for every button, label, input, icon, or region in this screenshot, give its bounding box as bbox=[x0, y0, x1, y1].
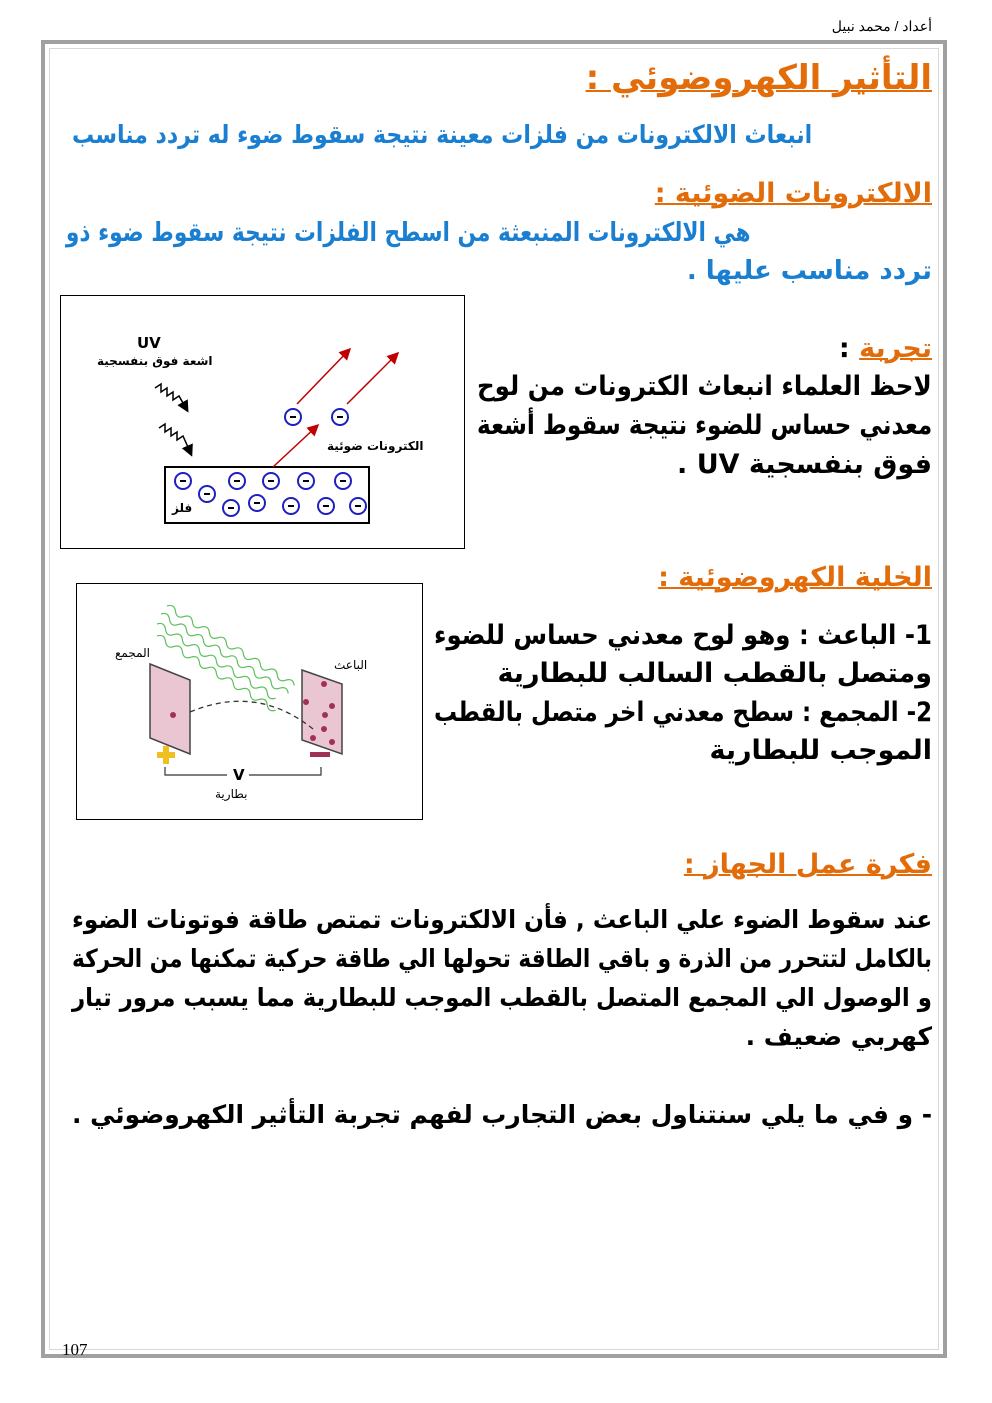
device-heading: فكرة عمل الجهاز : bbox=[683, 849, 932, 880]
voltage-label: V bbox=[233, 766, 245, 784]
experiment-line-3: فوق بنفسجية UV . bbox=[677, 449, 932, 480]
battery-label: بطارية bbox=[215, 787, 248, 801]
uv-ray-icon bbox=[159, 424, 191, 454]
emission-arrow bbox=[273, 426, 317, 467]
experiment-line-1: لاحظ العلماء انبعاث الكترونات من لوح bbox=[477, 371, 932, 402]
photocell-figure bbox=[76, 583, 423, 820]
collector-plate bbox=[150, 664, 190, 754]
metal-label: فلز bbox=[172, 501, 193, 515]
device-line-2: بالكامل لتتحرر من الذرة و باقي الطاقة تحولها الي طاقة حركية تمكنها من الحركة bbox=[71, 944, 932, 973]
experiment-heading bbox=[839, 333, 932, 364]
cell-line-4: الموجب للبطارية bbox=[709, 735, 932, 766]
plus-icon bbox=[157, 746, 175, 764]
photoelectrons-label: الكترونات ضوئية bbox=[327, 439, 424, 453]
emitter-label: الباعث bbox=[334, 658, 368, 672]
photoelectrons-heading: الالكترونات الضوئية : bbox=[654, 178, 932, 209]
electron-path bbox=[190, 701, 313, 729]
experiment-line-2: معدني حساس للضوء نتيجة سقوط أشعة bbox=[476, 410, 932, 441]
emission-arrow bbox=[347, 354, 397, 404]
cell-heading: الخلية الكهروضوئية : bbox=[658, 562, 932, 593]
minus-icon bbox=[310, 752, 330, 757]
electrons bbox=[175, 409, 366, 516]
uv-arabic-label: اشعة فوق بنفسجية bbox=[97, 354, 213, 368]
device-line-3: و الوصول الي المجمع المتصل بالقطب الموجب للبطارية مما يسبب مرور تيار bbox=[72, 983, 932, 1012]
photoelectric-diagram bbox=[61, 296, 464, 548]
device-line-1: عند سقوط الضوء علي الباعث , فأن الالكترونات تمتص طاقة فوتونات الضوء bbox=[71, 905, 932, 934]
collector-label: المجمع bbox=[115, 646, 150, 660]
device-line-4: كهربي ضعيف . bbox=[745, 1022, 932, 1051]
photocell-diagram bbox=[77, 584, 422, 819]
uv-label: UV bbox=[137, 334, 161, 352]
definition-text: انبعاث الالكترونات من فلزات معينة نتيجة سقوط ضوء له تردد مناسب bbox=[71, 120, 812, 149]
photoelectrons-line-2: تردد مناسب عليها . bbox=[686, 256, 932, 286]
author-credit: أعداد / محمد نبيل bbox=[831, 18, 932, 34]
uv-ray-icon bbox=[155, 384, 187, 410]
experiment-heading-text: تجربة bbox=[859, 333, 932, 364]
closing-text: - و في ما يلي سنتناول بعض التجارب لفهم تجربة التأثير الكهروضوئي . bbox=[71, 1100, 932, 1129]
cell-line-3: 2- المجمع : سطح معدني اخر متصل بالقطب bbox=[433, 697, 932, 728]
page-title: التأثير الكهروضوئي : bbox=[585, 58, 932, 98]
photoelectric-figure bbox=[60, 295, 465, 549]
experiment-colon: : bbox=[838, 333, 850, 364]
photoelectrons-line-1: هي الالكترونات المنبعثة من اسطح الفلزات نتيجة سقوط ضوء ذو bbox=[65, 218, 750, 248]
emission-arrow bbox=[297, 350, 349, 404]
cell-line-1: 1- الباعث : وهو لوح معدني حساس للضوء bbox=[434, 620, 932, 651]
page-number: 107 bbox=[62, 1340, 88, 1359]
cell-line-2: ومتصل بالقطب السالب للبطارية bbox=[497, 658, 932, 689]
